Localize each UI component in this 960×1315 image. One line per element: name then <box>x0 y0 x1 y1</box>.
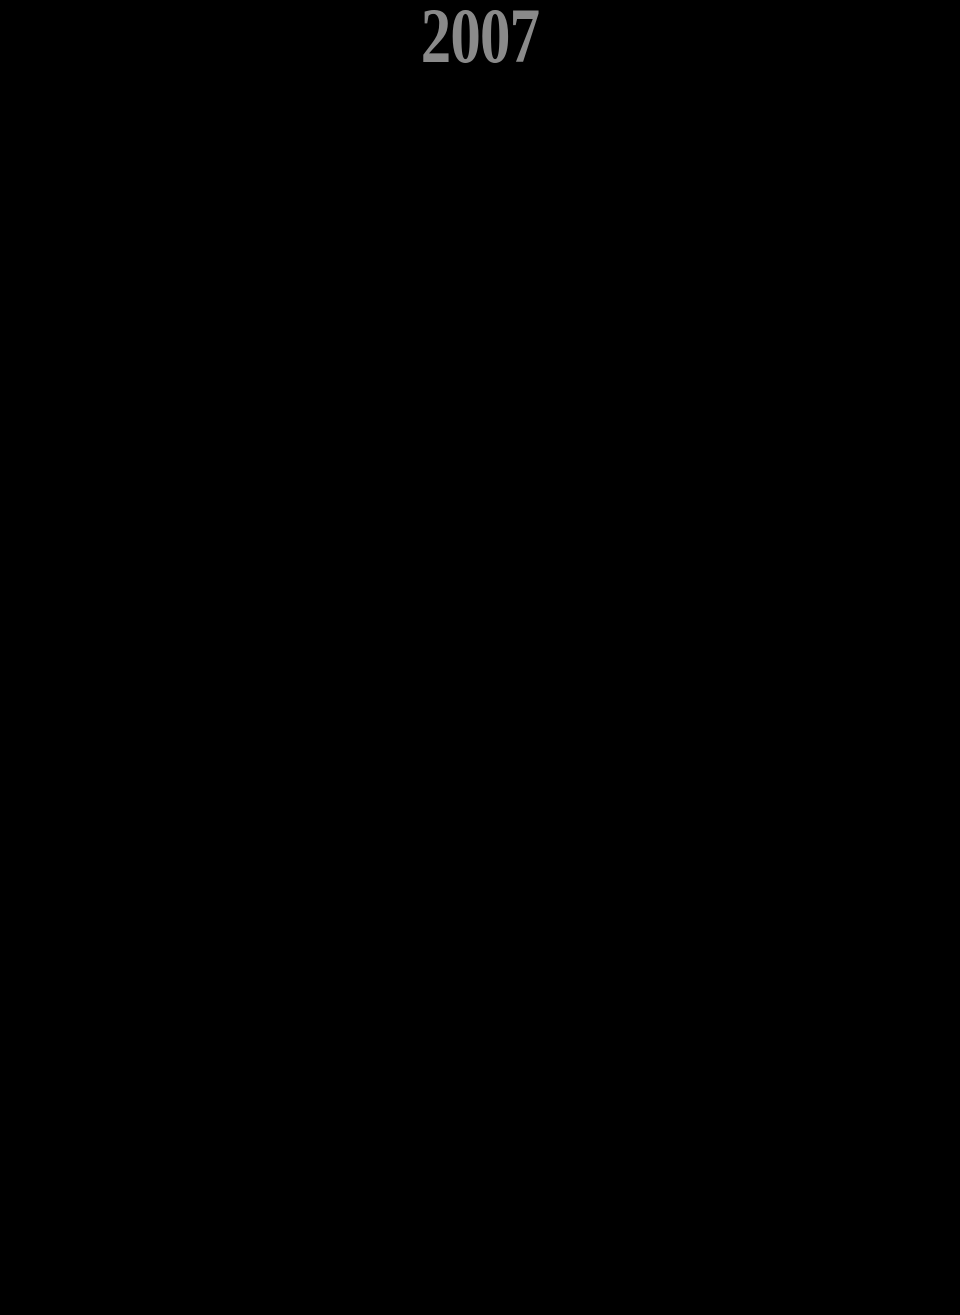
list-item: Glamorous ~Fergie feat. Ludacris <box>0 1229 960 1258</box>
list-item: Irreplaceable ~Beyonce <box>0 970 960 999</box>
list-item: Brad Pitt <box>0 797 960 826</box>
songs-title: Top Songs: <box>0 913 960 942</box>
section-spacer <box>0 365 960 395</box>
cost-list <box>0 135 960 365</box>
list-item: Barry Bonds <box>0 423 960 452</box>
list-item: Beyonce <box>0 596 960 625</box>
list-item: Gallon of Gas~ $3.07 (CNN Money, Lundberg Survey) <box>0 279 960 308</box>
list-item: New Car Price~ $30,748 (TrueCar.com) <box>0 250 960 279</box>
list-item: Umbrella ~Rihanna and Jay Z <box>0 999 960 1028</box>
list-item: Johnny Depp <box>0 509 960 538</box>
list-item: Will Smith <box>0 739 960 768</box>
list-item: Angelina Jolie <box>0 768 960 797</box>
songs-source: (billboard.com) <box>0 941 960 970</box>
list-item: I Wanna Love You ~Akon feat. Snoop Dogg <box>0 1171 960 1200</box>
list-item: Fergie <box>0 826 960 855</box>
songs-list <box>0 970 960 1315</box>
list-item: Reese Witherspoon <box>0 711 960 740</box>
list-item: U.S. Postage Stamp~ 41 cents <box>0 221 960 250</box>
list-item: Justin Timberlake <box>0 452 960 481</box>
list-item: Price of new house~ $235,500 (Census.gov) <box>0 336 960 365</box>
list-item: Carrie Underwood <box>0 854 960 883</box>
document-content <box>0 106 960 1315</box>
list-item: Home ~Daughtry <box>0 1258 960 1287</box>
list-item: Movie Ticket~ $6.88 (National Association of Theatre Owners) <box>0 307 960 336</box>
songs-section <box>0 913 960 1315</box>
section-spacer <box>0 883 960 913</box>
celebrities-list <box>0 423 960 883</box>
list-item: Miley Cyrus <box>0 481 960 510</box>
list-item: Tom Cruise <box>0 624 960 653</box>
list-item: The Sweet Escape ~Gwen Stefani feat. Akon <box>0 1028 960 1057</box>
list-item: Tiger Woods <box>0 538 960 567</box>
list-item: Dozen Eggs~ $1.61 (American Farm Bureau Federation) <box>0 164 960 193</box>
celebrities-title: Top Celebrities: <box>0 394 960 423</box>
cost-section <box>0 106 960 365</box>
list-item: Gallon of Whole Milk~ $3.91 (American Farm Bureau Federation) <box>0 135 960 164</box>
list-item: Hey There Delilah ~Plain White T’s <box>0 1143 960 1172</box>
cost-title: Cost of things (averages): <box>0 106 960 135</box>
list-item: Loaf of white bread~ $1.62 (American Farm Bureau Federation) <box>0 192 960 221</box>
list-item: Buy U A Drank (Shawty Snappin') ~T-Pain feat Yung Joc <box>0 1085 960 1114</box>
list-item: Derek Jeter <box>0 653 960 682</box>
list-item: David Beckham <box>0 567 960 596</box>
list-item: Say It Right ~Nelly Furtado <box>0 1200 960 1229</box>
list-item: What Goes Around… Comes Around ~Justin Timberlake <box>0 1286 960 1315</box>
list-item: Before He Cheats ~Carrie Underwood <box>0 1114 960 1143</box>
list-item: Jennifer Anniston <box>0 682 960 711</box>
list-item: Big Girls Don’t Cry ~Fergie <box>0 1056 960 1085</box>
year-heading: 2007 <box>106 0 855 78</box>
celebrities-section <box>0 394 960 883</box>
